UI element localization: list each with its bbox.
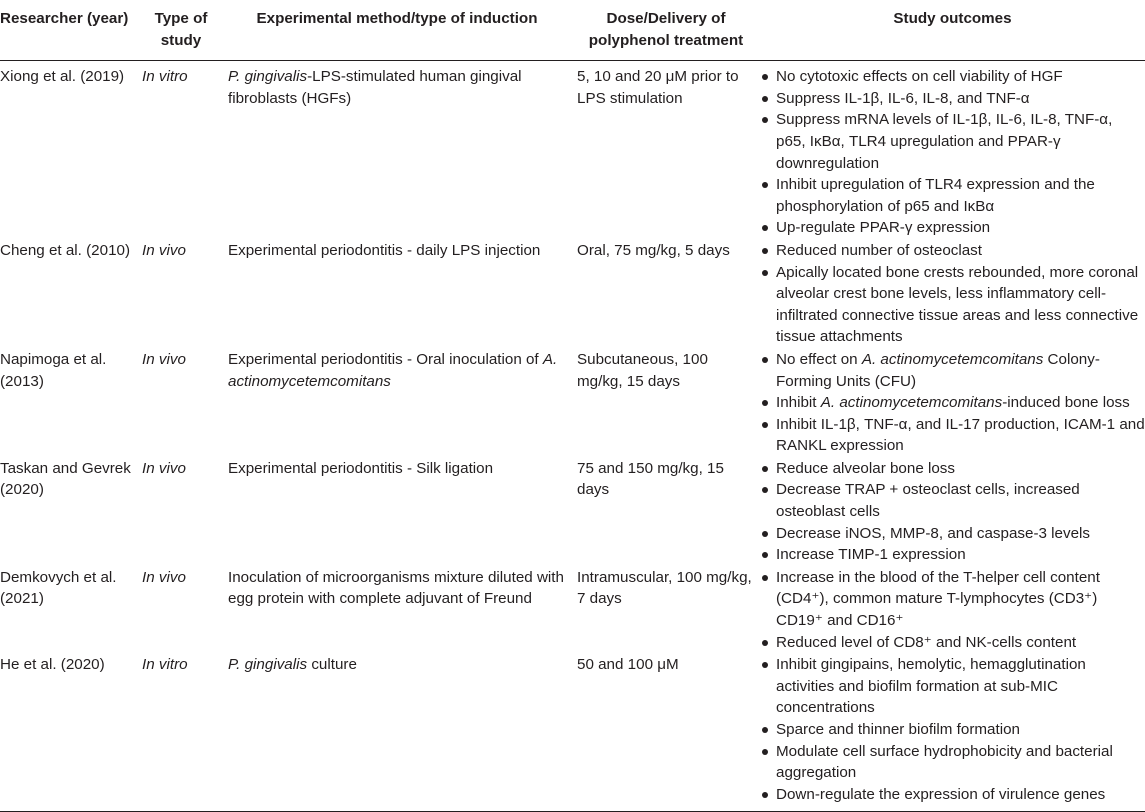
method-cell: P. gingivalis culture (222, 653, 572, 812)
study-type-cell: In vivo (142, 350, 186, 368)
outcome-item: Inhibit upregulation of TLR4 expression and the phosphorylation of p65 and IκBα (760, 174, 1145, 217)
outcome-item: Suppress IL-1β, IL-6, IL-8, and TNF-α (760, 88, 1145, 110)
outcomes-list (760, 458, 1145, 566)
study-type-cell: In vitro (140, 653, 222, 812)
table-row (0, 348, 1145, 457)
outcome-item: Apically located bone crests rebounded, more coronal alveolar crest bone levels, less inflammatory cell-infiltrated connective tissue areas and less connective tissue attachments (760, 262, 1145, 348)
outcomes-cell (760, 457, 1145, 566)
researcher-cell: Demkovych et al. (2021) (0, 568, 117, 608)
outcome-item: Inhibit IL-1β, TNF-α, and IL-17 production, ICAM-1 and RANKL expression (760, 414, 1145, 457)
header-method: Experimental method/type of induction (222, 0, 572, 61)
outcomes-list (760, 66, 1145, 239)
outcome-item: Reduced level of CD8⁺ and NK-cells content (760, 632, 1145, 654)
outcome-item: Reduce alveolar bone loss (760, 458, 1145, 480)
outcome-item: Decrease iNOS, MMP-8, and caspase-3 levels (760, 523, 1145, 545)
method-cell: Experimental periodontitis - Silk ligation (228, 459, 494, 477)
outcome-item: Inhibit gingipains, hemolytic, hemagglutination activities and biofilm formation at sub-MIC concentrations (760, 654, 1145, 719)
study-type-cell: In vivo (142, 459, 186, 477)
outcome-item: Increase in the blood of the T-helper cell content (CD4⁺), common mature T-lymphocytes (CD3⁺) CD19⁺ and CD16⁺ (760, 567, 1145, 632)
dose-cell: 75 and 150 mg/kg, 15 days (577, 459, 724, 499)
method-cell: P. gingivalis-LPS-stimulated human gingival fibroblasts (HGFs) (228, 68, 522, 107)
outcome-item: No effect on A. actinomycetemcomitans Colony-Forming Units (CFU) (760, 349, 1145, 392)
method-cell: Experimental periodontitis - Oral inoculation of A. actinomycetemcomitans (228, 350, 558, 390)
header-researcher: Researcher (year) (0, 0, 140, 61)
outcomes-list (760, 654, 1145, 805)
outcome-item: Inhibit A. actinomycetemcomitans-induced bone loss (760, 392, 1145, 414)
outcome-item: Up-regulate PPAR-γ expression (760, 217, 1145, 239)
researcher-cell: He et al. (2020) (0, 653, 140, 812)
dose-cell: 5, 10 and 20 μM prior to LPS stimulation (577, 68, 739, 107)
outcomes-list (760, 349, 1145, 457)
table-row (0, 239, 1145, 348)
outcomes-list (760, 240, 1145, 348)
header-outcomes: Study outcomes (760, 0, 1145, 61)
outcomes-cell (760, 348, 1145, 457)
dose-cell: Oral, 75 mg/kg, 5 days (577, 241, 730, 259)
outcome-item: Increase TIMP-1 expression (760, 544, 1145, 566)
dose-cell: Intramuscular, 100 mg/kg, 7 days (577, 568, 752, 608)
researcher-cell: Napimoga et al. (2013) (0, 350, 107, 390)
method-cell: Experimental periodontitis - daily LPS injection (228, 241, 541, 259)
dose-cell: 50 and 100 μM (572, 653, 760, 812)
study-type-cell: In vivo (142, 241, 186, 259)
study-type-cell: In vitro (142, 68, 188, 86)
header-type: Type of study (140, 0, 222, 61)
dose-cell: Subcutaneous, 100 mg/kg, 15 days (577, 350, 708, 390)
header-row (0, 0, 1145, 61)
outcome-item: Suppress mRNA levels of IL-1β, IL-6, IL-8, TNF-α, p65, IκBα, TLR4 upregulation and PPAR-γ downregulation (760, 109, 1145, 174)
researcher-cell: Xiong et al. (2019) (0, 68, 125, 86)
table-row (0, 61, 1145, 239)
outcome-item: Sparce and thinner biofilm formation (760, 719, 1145, 741)
outcome-item: Reduced number of osteoclast (760, 240, 1145, 262)
method-cell: Inoculation of microorganisms mixture diluted with egg protein with complete adjuvant of Freund (228, 568, 564, 608)
outcome-item: Modulate cell surface hydrophobicity and bacterial aggregation (760, 741, 1145, 784)
study-type-cell: In vivo (142, 568, 186, 586)
table-row (0, 566, 1145, 653)
outcomes-cell (760, 566, 1145, 653)
outcome-item: Down-regulate the expression of virulence genes (760, 784, 1145, 806)
table-row (0, 457, 1145, 566)
outcomes-cell (760, 61, 1145, 239)
researcher-cell: Cheng et al. (2010) (0, 241, 131, 259)
researcher-cell: Taskan and Gevrek (2020) (0, 459, 131, 499)
header-dose: Dose/Delivery of polyphenol treatment (572, 0, 760, 61)
outcome-item: Decrease TRAP + osteoclast cells, increased osteoblast cells (760, 479, 1145, 522)
outcomes-cell (760, 239, 1145, 348)
outcomes-cell (760, 653, 1145, 812)
outcome-item: No cytotoxic effects on cell viability of HGF (760, 66, 1145, 88)
table-row (0, 653, 1145, 812)
outcomes-list (760, 567, 1145, 653)
